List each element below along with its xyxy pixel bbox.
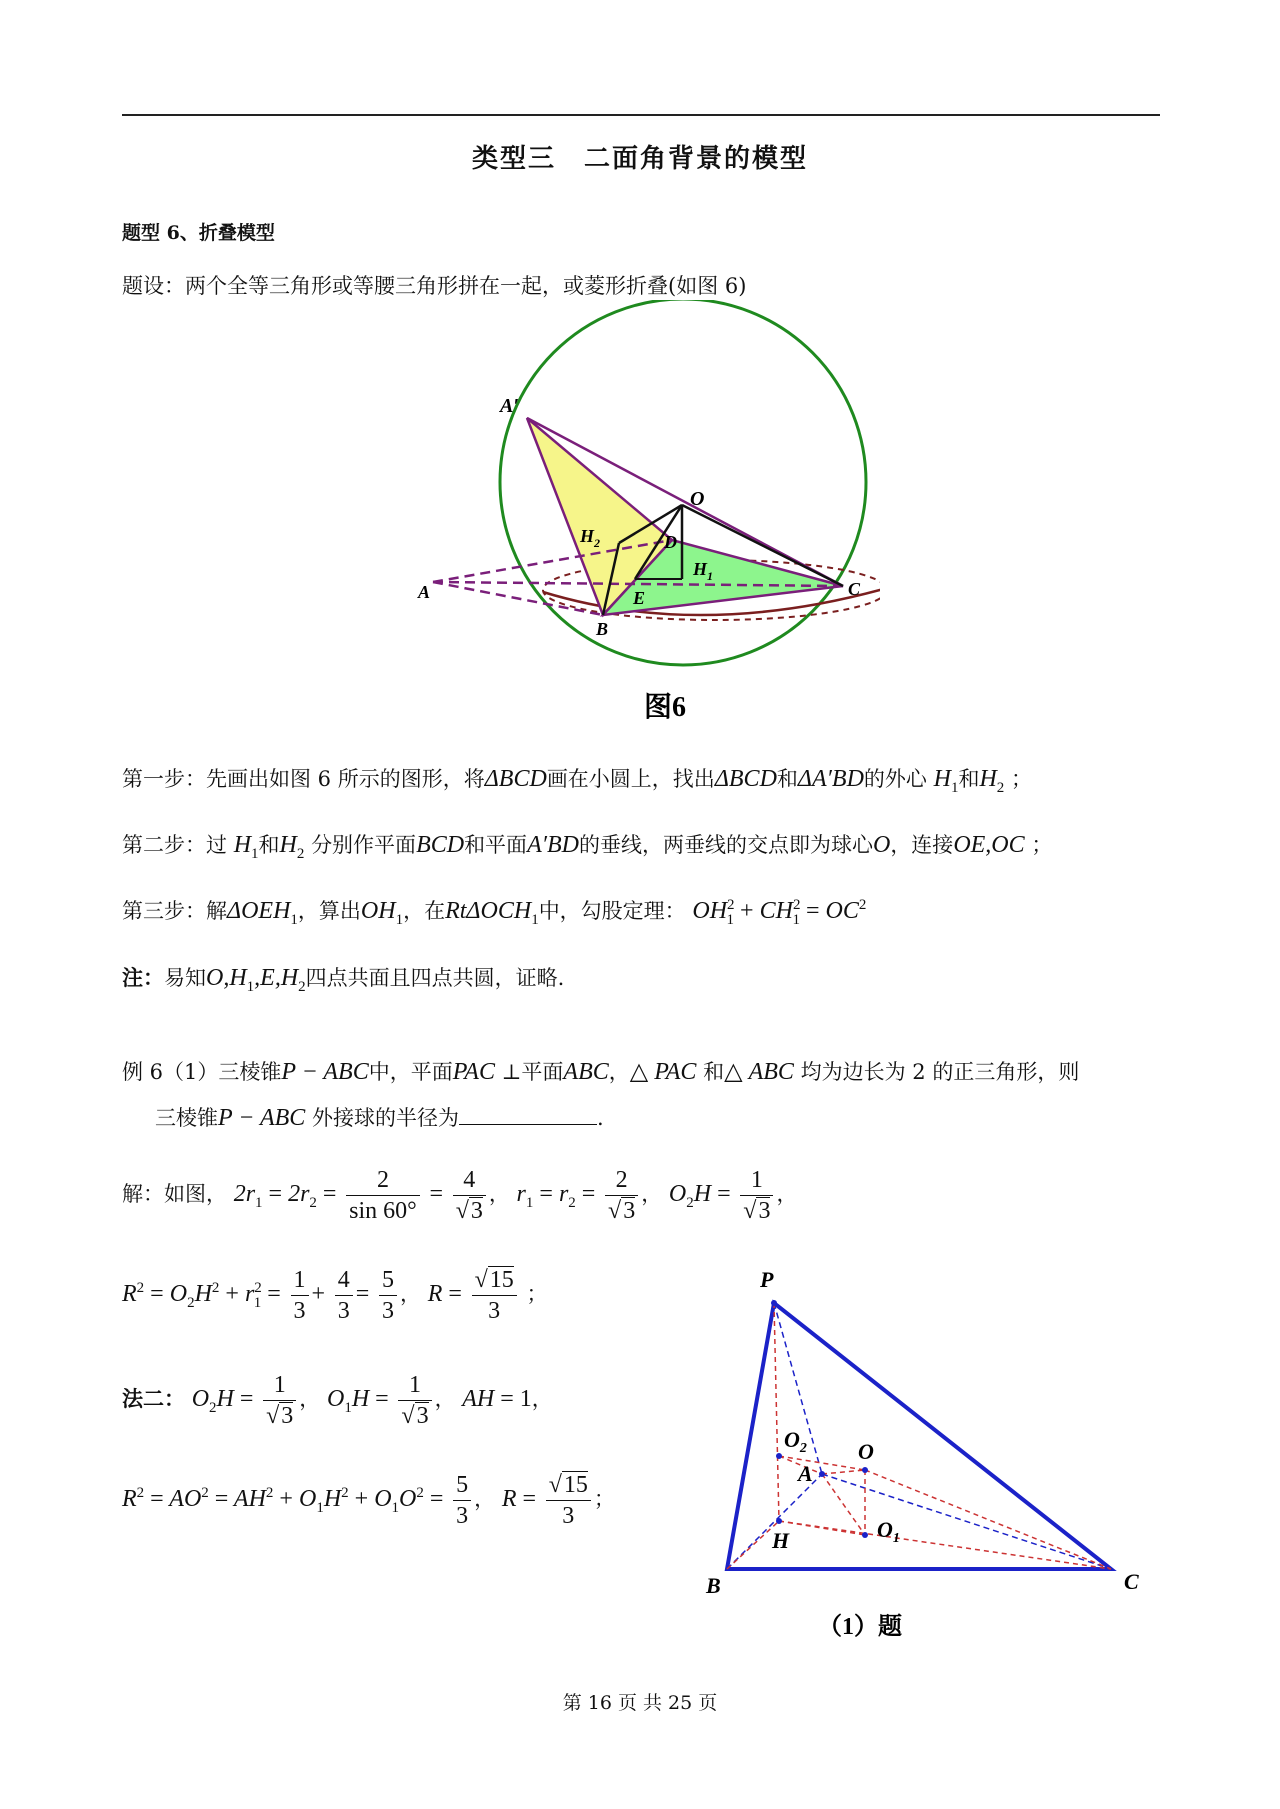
note: 注：易知$O,H_1,E,H_2$四点共面且四点共圆，证略.: [122, 965, 565, 995]
point-a: [819, 1471, 825, 1477]
label-h: H: [772, 1528, 790, 1553]
segment-a-o: [822, 1470, 865, 1474]
example-6-line-2: 三棱锥P − ABC 外接球的半径为 .: [155, 1105, 604, 1131]
page-footer: 第 16 页 共 25 页: [562, 1692, 718, 1714]
label-c: C: [1124, 1569, 1139, 1594]
label-a: A: [798, 1461, 813, 1486]
label-d: D: [664, 532, 677, 552]
point-o1: [862, 1532, 868, 1538]
label-o: O: [858, 1439, 874, 1464]
label-b: B: [596, 619, 609, 639]
figure-6-caption: 图6: [644, 692, 687, 723]
label-o: O: [690, 488, 705, 510]
label-c: C: [848, 579, 861, 599]
segment-o2-o: [779, 1456, 865, 1470]
header-rule: [122, 114, 1160, 116]
label-a-prime: A′: [500, 395, 519, 417]
figure-1-caption: （1）题: [818, 1614, 902, 1640]
edge-ab: [433, 582, 603, 615]
label-o2: $O_2$: [784, 1427, 807, 1456]
step-2: 第二步：过 $H_1$和$H_2$ 分别作平面BCD和平面A′BD的垂线，两垂线的交点即为球心O，连接OE,OC ；: [122, 832, 1053, 862]
solution-line-2: $R^2 = O_2H^2 + r^2_1$ = $\frac{1}{3}$ + $\frac{4}{3}$ = $\frac{5}{3}$ ， R = $\frac{√15}{3}$ ；: [122, 1267, 548, 1324]
label-p: P: [760, 1267, 774, 1292]
figure-1: [690, 1255, 1170, 1655]
answer-blank[interactable]: [459, 1104, 597, 1125]
method-2-line-2: $R^2 = AO^2 = AH^2 + O_1H^2 + O_1O^2$ = $\frac{5}{3}$ ， R = $\frac{√15}{3}$ ；: [122, 1472, 615, 1529]
label-h2: $H_2$: [580, 526, 601, 550]
page-title: 类型三 二面角背景的模型: [471, 144, 808, 174]
step-1: 第一步：先画出如图 6 所示的图形，将ΔBCD画在小圆上，找出ΔBCD和ΔA′BD的外心 $H_1$和$H_2$ ；: [122, 766, 1032, 796]
label-e: E: [633, 588, 646, 608]
figure-6: [400, 300, 880, 730]
segment-o-c: [865, 1470, 1111, 1569]
point-p: [771, 1300, 777, 1306]
label-b: B: [706, 1573, 721, 1598]
point-o: [862, 1467, 868, 1473]
step-3: 第三步：解$\Delta OEH_1$，算出$OH_1$，在RtΔOCH$_1$中，勾股定理： $OH^2_1 + CH^2_1 = OC^2$: [122, 897, 867, 928]
point-o2: [776, 1453, 782, 1459]
segment-p-h: [774, 1303, 779, 1521]
section-subtitle: 题型 6、折叠模型: [122, 222, 275, 244]
label-o1: $O_1$: [877, 1517, 900, 1546]
solution-line-1: 解：如图， $2r_1 = 2r_2$ = $\frac{2}{\sin 60^\circ}$ = $\frac{4}{√3}$ ， $r_1 = r_2$ = $\frac{2}{√3}$ ， $O_2H$ = $\frac{1}{√3}$ ，: [122, 1167, 798, 1224]
point-h: [776, 1518, 782, 1524]
label-a: A: [418, 582, 431, 602]
segment-a-o1: [822, 1474, 865, 1535]
example-6-line-1: 例 6（1）三棱锥P − ABC中，平面PAC ⊥平面ABC，△ PAC 和△ ABC 均为边长为 2 的正三角形，则: [122, 1059, 1080, 1085]
method-2-line-1: 法二： $O_2H$ = $\frac{1}{√3}$ ， $O_1H$ = $\frac{1}{√3}$ ， AH = 1，: [122, 1372, 553, 1429]
label-h1: $H_1$: [693, 559, 714, 583]
intro-text: 题设：两个全等三角形或等腰三角形拼在一起，或菱形折叠(如图 6): [122, 274, 747, 298]
